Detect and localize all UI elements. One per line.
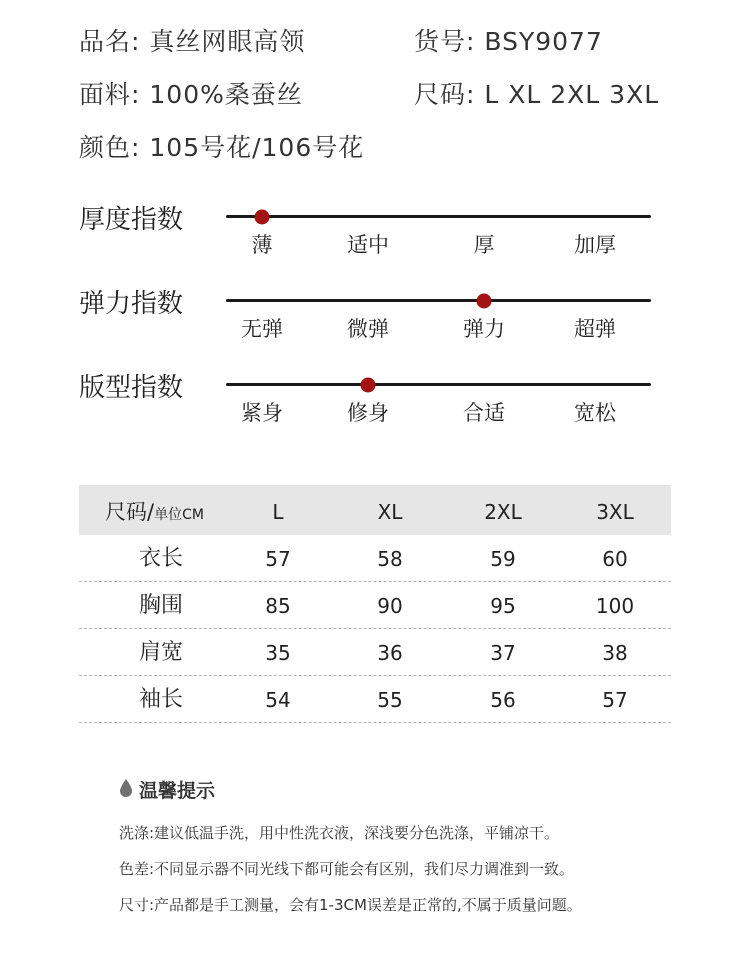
scale-option-0-0: 薄 [251,233,273,257]
table-cell: 59 [490,547,516,571]
row-label: 胸围 [138,593,184,618]
product-code-value: BSY9077 [484,27,603,56]
scale-indicator-dot-0 [255,209,270,224]
product-name-row [79,22,305,58]
tip-washing: 洗涤:建议低温手洗，用中性洗衣液，深浅要分色洗涤，平铺凉干。 [119,824,560,842]
table-cell: 38 [602,641,628,665]
row-divider [79,722,671,723]
scale-option-0-1: 适中 [347,233,389,257]
fabric-row [79,75,303,111]
scale-title-1: 弹力指数 [79,289,184,319]
size-col-l: L [272,500,284,524]
size-table-header-title [105,485,204,535]
scale-option-1-2: 弹力 [463,317,505,341]
color-value: 105号花/106号花 [149,133,365,162]
scale-option-0-3: 加厚 [574,233,616,257]
table-cell: 36 [377,641,403,665]
table-cell: 58 [377,547,403,571]
row-label: 衣长 [138,546,184,571]
table-cell: 37 [490,641,516,665]
size-col-xl: XL [377,500,403,524]
drop-icon [118,778,134,802]
size-value: L XL 2XL 3XL [484,80,660,109]
scale-option-2-3: 宽松 [574,401,616,425]
scale-option-2-0: 紧身 [241,401,283,425]
table-cell: 35 [265,641,291,665]
scale-option-0-2: 厚 [473,233,495,257]
scale-line-2 [226,383,651,386]
table-row [79,535,671,582]
scale-option-1-0: 无弹 [241,317,283,341]
table-row [79,582,671,629]
scale-line-0 [226,215,651,218]
table-cell: 56 [490,688,516,712]
tips-title: 温馨提示 [139,780,216,802]
fabric-value: 100%桑蚕丝 [149,80,303,109]
size-col-2xl: 2XL [484,500,522,524]
product-code-row [414,22,603,58]
size-row [414,75,659,111]
table-row [79,676,671,723]
product-name-label: 品名: [79,27,141,56]
table-cell: 55 [377,688,403,712]
fabric-label: 面料: [79,80,141,109]
scale-title-0: 厚度指数 [79,205,184,235]
size-header-unit: 单位CM [154,507,204,523]
size-col-3xl: 3XL [596,500,634,524]
table-cell: 57 [602,688,628,712]
product-code-label: 货号: [414,27,476,56]
tip-color-diff: 色差:不同显示器不同光线下都可能会有区别，我们尽力调准到一致。 [119,860,575,878]
scale-line-1 [226,299,651,302]
scale-option-1-3: 超弹 [574,317,616,341]
table-row [79,629,671,676]
scale-indicator-dot-2 [361,377,376,392]
table-cell: 57 [265,547,291,571]
scale-title-2: 版型指数 [79,373,184,403]
size-label: 尺码: [414,80,476,109]
size-header-main: 尺码/ [105,500,155,524]
size-table-header [79,485,671,535]
table-cell: 54 [265,688,291,712]
scale-option-2-2: 合适 [463,401,505,425]
table-cell: 60 [602,547,628,571]
tip-size-error: 尺寸:产品都是手工测量，会有1-3CM误差是正常的,不属于质量问题。 [119,896,582,914]
table-cell: 85 [265,594,291,618]
product-name-value: 真丝网眼高领 [149,27,306,56]
table-cell: 95 [490,594,516,618]
row-label: 肩宽 [138,640,184,665]
scale-option-2-1: 修身 [347,401,389,425]
color-label: 颜色: [79,133,141,162]
scale-indicator-dot-1 [477,293,492,308]
color-row [79,128,364,164]
table-cell: 100 [595,594,635,618]
row-label: 袖长 [138,687,184,712]
scale-option-1-1: 微弹 [347,317,389,341]
table-cell: 90 [377,594,403,618]
